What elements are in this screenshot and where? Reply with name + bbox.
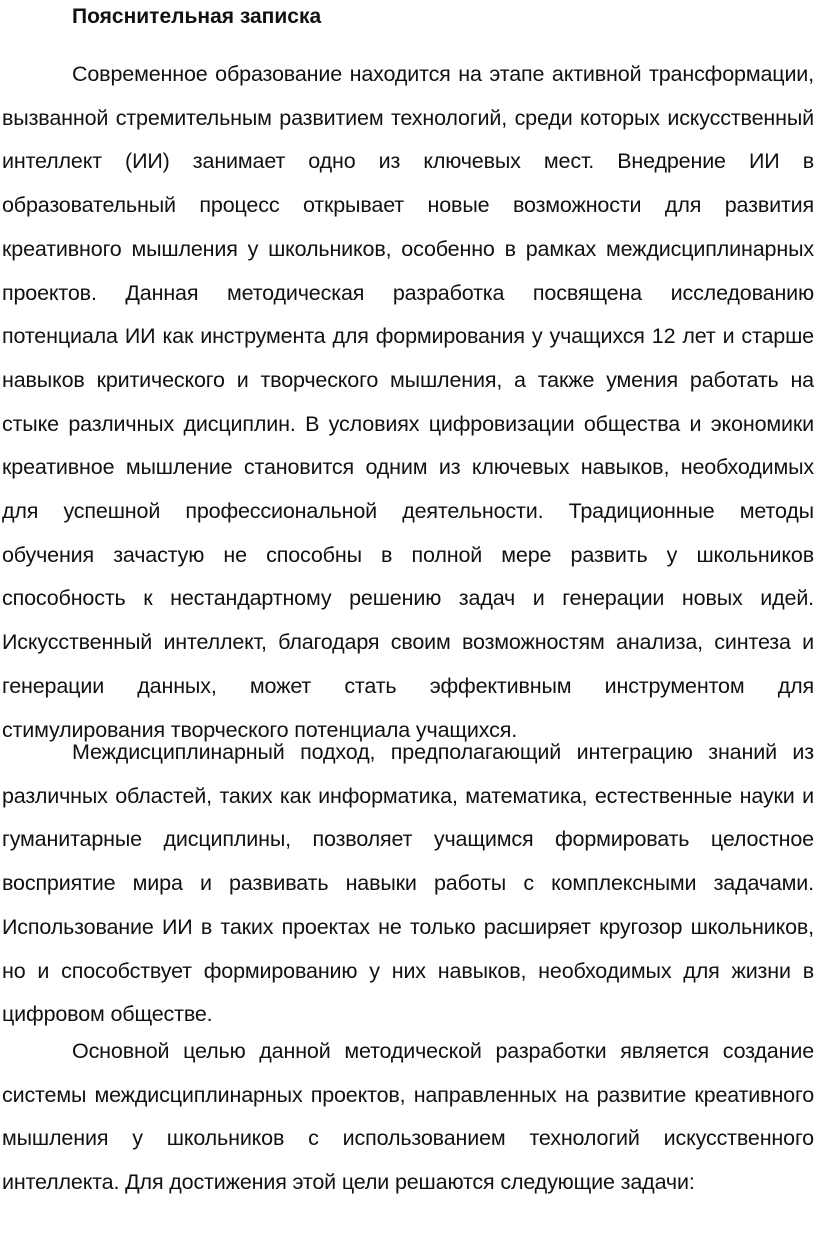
paragraph-introduction: Современное образование находится на этапе активной трансформации, вызванной стремительным развитием технологий, среди которых искусственный интеллект (ИИ) занимает одно из ключевых мест. Внедрение ИИ в образовательный процесс открывает новые возможности для развития креативного мышления у школьников, особенно в рамках междисциплинарных проектов. Данная методическая разработка посвящена исследованию потенциала ИИ как инструмента для формирования у учащихся 12 лет и старше навыков критического и творческого мышления, а также умения работать на стыке различных дисциплин. В условиях цифровизации общества и экономики креативное мышление становится одним из ключевых навыков, необходимых для успешной профессиональной деятельности. Традиционные методы обучения зачастую не способны в полной мере развить у школьников способность к нестандартному решению задач и генерации новых идей. Искусственный интеллект, благодаря своим возможностям анализа, синтеза и генерации данных, может стать эффективным инструментом для стимулирования творческого потенциала учащихся. <box>2 62 814 742</box>
document-title: Пояснительная записка <box>72 5 322 28</box>
paragraph-interdisciplinary-approach: Междисциплинарный подход, предполагающий интеграцию знаний из различных областей, таких как информатика, математика, естественные науки и гуманитарные дисциплины, позволяет учащимся формировать целостное восприятие мира и развивать навыки работы с комплексными задачами. Использование ИИ в таких проектах не только расширяет кругозор школьников, но и способствует формированию у них навыков, необходимых для жизни в цифровом обществе. <box>2 740 814 1027</box>
paragraph-goal: Основной целью данной методической разработки является создание системы междисциплинарных проектов, направленных на развитие креативного мышления у школьников с использованием технологий искусственного интеллекта. Для достижения этой цели решаются следующие задачи: <box>2 1039 814 1195</box>
